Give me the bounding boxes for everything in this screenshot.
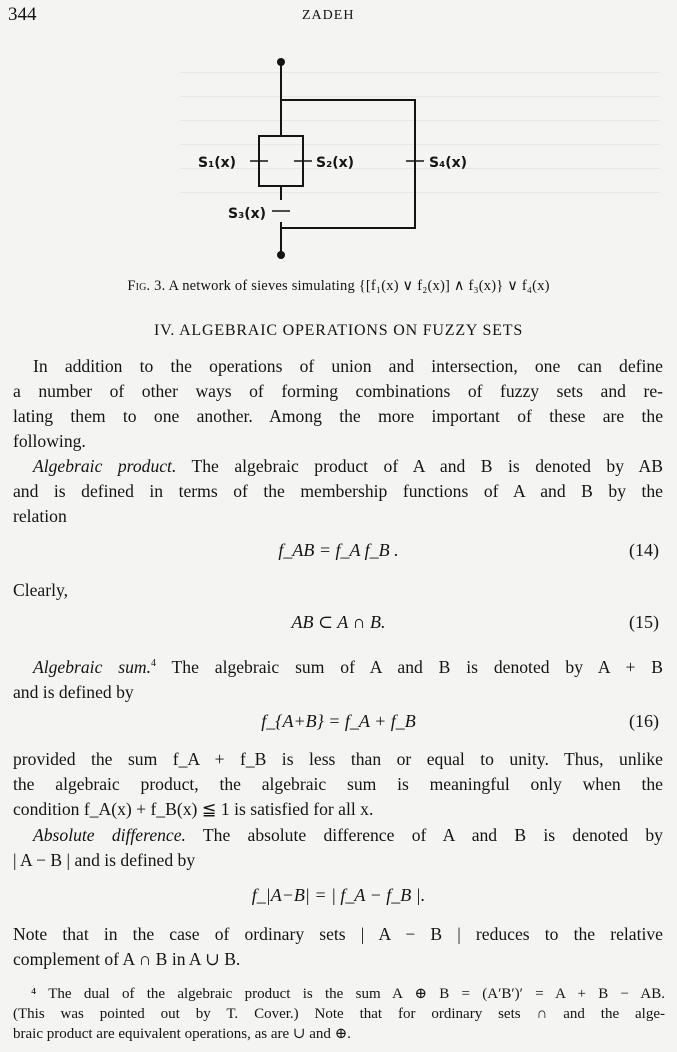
- algebraic-product-paragraph: [13, 454, 663, 529]
- note-paragraph: [13, 922, 663, 972]
- footnote-mark: 4: [151, 658, 156, 669]
- text-line: In addition to the operations of union and intersection, one can define: [33, 356, 663, 376]
- input-node: [277, 58, 285, 66]
- sieve-s1-label: S₁(x): [198, 155, 237, 171]
- term-algebraic-product: Algebraic product.: [33, 456, 177, 476]
- text-line: | A − B | and is defined by: [13, 850, 196, 870]
- equation-body: AB ⊂ A ∩ B.: [291, 612, 386, 632]
- equation-body: f_{A+B} = f_A + f_B: [261, 711, 416, 731]
- term-absolute-difference: Absolute difference.: [33, 825, 186, 845]
- text-line-rest: The algebraic product of A and B is denoted by AB: [191, 456, 663, 476]
- section-heading: IV. ALGEBRAIC OPERATIONS ON FUZZY SETS: [153, 322, 524, 339]
- sieve-s2-label: S₂(x): [316, 155, 355, 171]
- caption-label: Fig. 3.: [127, 278, 166, 294]
- text-line: condition f_A(x) + f_B(x) ≦ 1 is satisfied for all x.: [13, 799, 374, 819]
- sieve-s3-label: S₃(x): [228, 206, 267, 222]
- page-number: 344: [8, 4, 37, 25]
- text-line: and is defined by: [13, 681, 134, 702]
- sieve-network-figure: [0, 40, 677, 270]
- footnote-line: braic product are equivalent operations, as are ∪ and ⊕.: [13, 1026, 351, 1042]
- equation-body: f_|A−B| = | f_A − f_B |.: [251, 885, 426, 905]
- absolute-difference-paragraph: [13, 823, 663, 873]
- text-line: provided the sum f_A + f_B is less than or equal to unity. Thus, unlike: [13, 749, 663, 769]
- equation-number: (15): [629, 612, 659, 632]
- sieve-s4-label: S₄(x): [429, 155, 468, 171]
- text-line: [13, 823, 663, 848]
- equation-number: (14): [629, 540, 659, 560]
- text-line: a number of other ways of forming combinations of fuzzy sets and re-: [13, 381, 663, 401]
- text-line: relation: [13, 506, 67, 526]
- footnote-line: (This was pointed out by T. Cover.) Note that for ordinary sets ∩ and the alge-: [13, 1006, 665, 1022]
- running-head: ZADEH: [302, 8, 355, 23]
- clearly-line: [13, 578, 663, 603]
- equation-number: (16): [629, 711, 659, 731]
- text-line: lating them to one another. Among the more important of these are the: [13, 406, 663, 426]
- figure-caption: [0, 278, 677, 295]
- equation-body: f_AB = f_A f_B .: [278, 540, 399, 560]
- text-line: the algebraic product, the algebraic sum is meaningful only when the: [13, 774, 663, 794]
- text-line: Note that in the case of ordinary sets | A − B | reduces to the relative: [13, 924, 663, 944]
- text-line-rest: The algebraic sum of A and B is denoted by A + B: [171, 656, 663, 677]
- text-line: complement of A ∩ B in A ∪ B.: [13, 949, 241, 969]
- text-line: following.: [13, 431, 86, 451]
- caption-text: A network of sieves simulating {[f₁(x) ∨ f₂(x)] ∧ f₃(x)} ∨ f₄(x): [168, 278, 550, 294]
- output-node: [277, 251, 285, 259]
- text-line: and is defined in terms of the membership functions of A and B by the: [13, 481, 663, 501]
- algebraic-sum-paragraph: [13, 651, 663, 705]
- footnote-line: ⁴ The dual of the algebraic product is the sum A ⊕ B = (A′B′)′ = A + B − AB.: [31, 986, 665, 1002]
- intro-paragraph: [13, 354, 663, 454]
- footnote: [13, 984, 665, 1044]
- term-algebraic-sum: Algebraic sum.: [33, 656, 151, 677]
- text-line: [13, 454, 663, 479]
- provided-paragraph: [13, 747, 663, 822]
- text-line: Clearly,: [13, 580, 69, 600]
- text-line: [13, 651, 663, 680]
- text-line-rest: The absolute difference of A and B is denoted by: [202, 825, 663, 845]
